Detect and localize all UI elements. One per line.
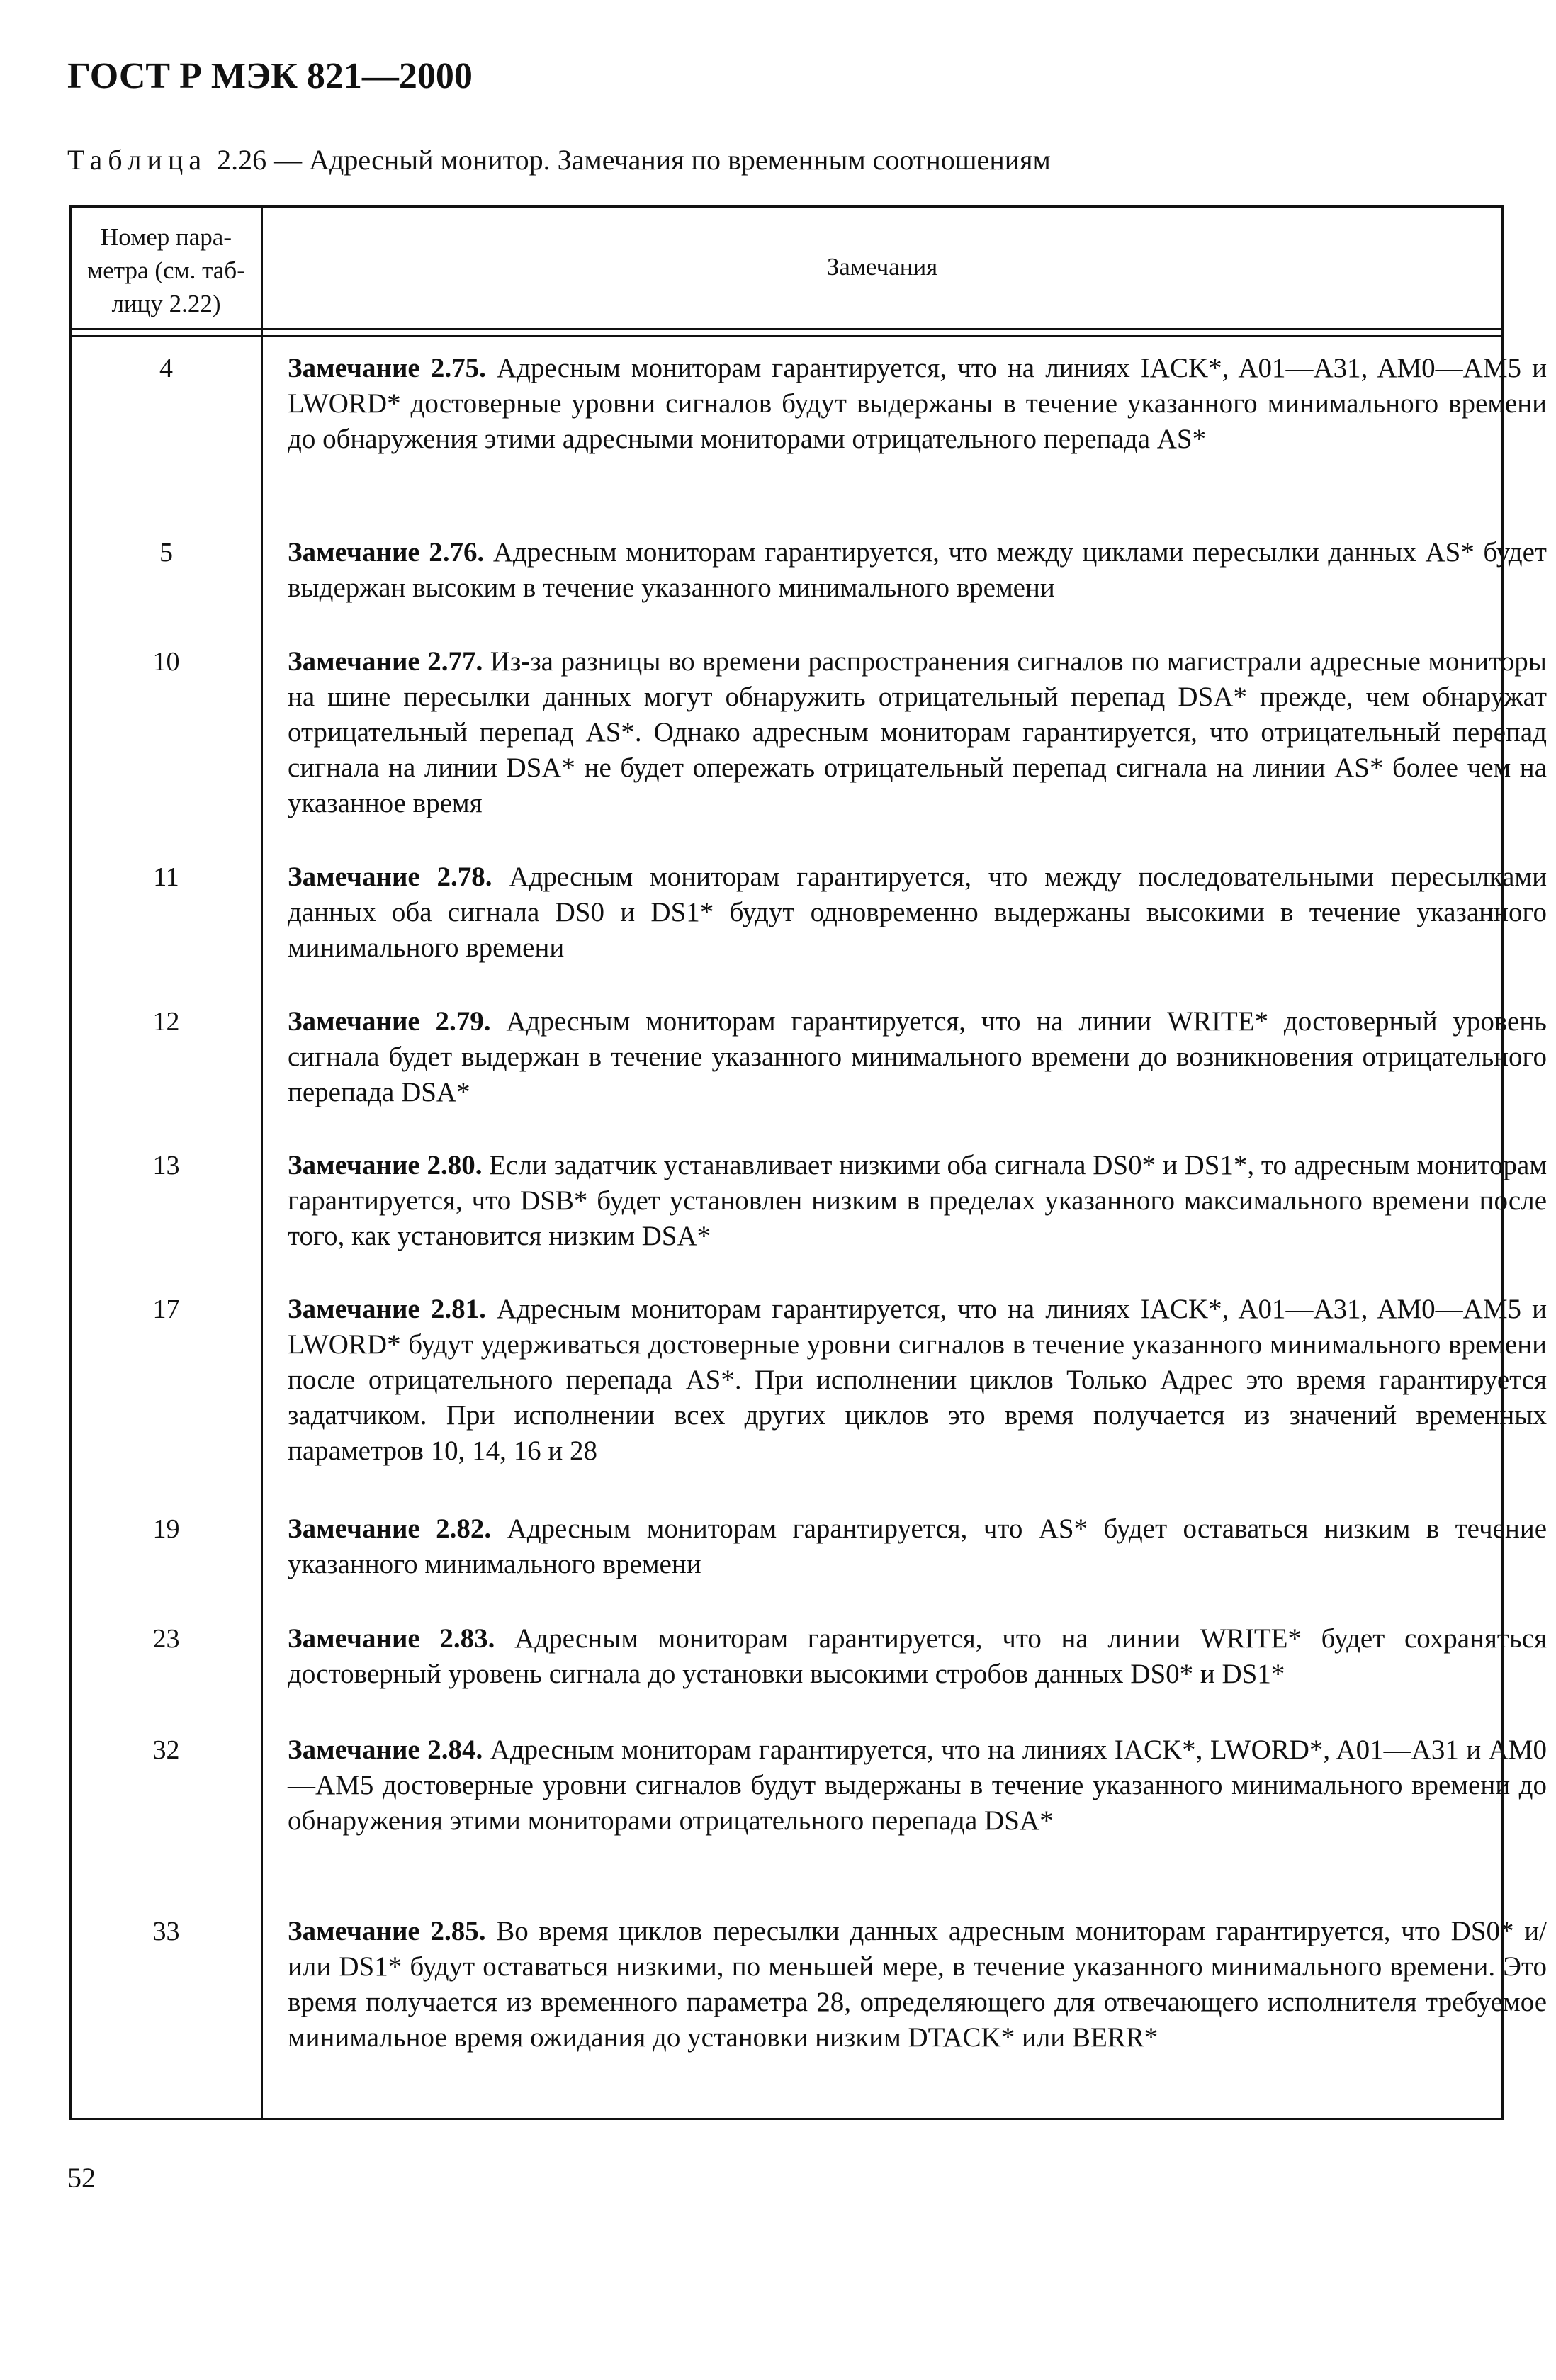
remark-title: Замечание 2.85.: [288, 1916, 486, 1946]
remark-body: Из-за разницы во времени распространения сигналов по магистрали адресные мониторы на шине пересылки данных могут обнаружить отрицательный перепад DSA* прежде, чем обнаружат отрицательный перепад AS*. Однако адресным мониторам гарантируется, что отрицательный перепад сигнала на линии DSA* не будет опережать отрицательный перепад сигнала на линии AS* более чем на указанное время: [288, 646, 1547, 818]
row-remark: [288, 1732, 1547, 1839]
row-number: 13: [152, 1151, 180, 1180]
table-caption-text: 2.26 — Адресный монитор. Замечания по временным соотношениям: [217, 144, 1051, 176]
column-header-remarks: Замечания: [826, 253, 938, 281]
remark-title: Замечание 2.81.: [288, 1294, 486, 1324]
row-remark: [288, 1621, 1547, 1692]
remark-body: Во время циклов пересылки данных адресным мониторам гарантируется, что DS0* и/или DS1* будут оставаться низкими, по меньшей мере, в течение указанного минимального времени. Это время получается из временного параметра 28, определяющего для отвечающего исполнителя требуемое минимальное время ожидания до установки низким DTACK* или BERR*: [288, 1916, 1547, 2053]
row-remark: [288, 1148, 1547, 1254]
column-header-number-line1: Номер пара-: [101, 223, 232, 251]
table-caption-label: Таблица: [67, 144, 208, 176]
remark-title: Замечание 2.84.: [288, 1735, 483, 1765]
row-remark: [288, 351, 1547, 457]
column-header-number: [72, 220, 261, 320]
remark-body: Адресным мониторам гарантируется, что на линиях IACK*, LWORD*, A01—A31 и AM0—AM5 достоверные уровни сигналов будут выдержаны в течение указанного минимального времени до обнаружения этими мониторами отрицательного перепада DSA*: [288, 1735, 1547, 1836]
row-number: 4: [159, 354, 173, 383]
row-remark: [288, 535, 1547, 606]
row-number: 11: [153, 862, 179, 892]
row-number: 5: [159, 538, 173, 568]
row-number: 10: [152, 647, 180, 677]
column-header-number-line3: лицу 2.22): [111, 290, 221, 317]
row-number: 23: [152, 1624, 180, 1654]
row-remark: [288, 1511, 1547, 1582]
remark-body: Адресным мониторам гарантируется, что на линии WRITE* достоверный уровень сигнала будет выдержан в течение указанного минимального времени до возникновения отрицательного перепада DSA*: [288, 1006, 1547, 1107]
remark-title: Замечание 2.76.: [288, 537, 485, 568]
remark-title: Замечание 2.79.: [288, 1006, 491, 1037]
remark-body: Адресным мониторам гарантируется, что на линии WRITE* будет сохраняться достоверный уровень сигнала до установки высокими стробов данных DS0* и DS1*: [288, 1623, 1547, 1689]
remark-title: Замечание 2.82.: [288, 1513, 492, 1544]
row-remark: [288, 859, 1547, 966]
remark-body: Адресным мониторам гарантируется, что между циклами пересылки данных AS* будет выдержан высоким в течение указанного минимального времени: [288, 537, 1547, 603]
page-number: 52: [67, 2162, 96, 2194]
remark-title: Замечание 2.78.: [288, 862, 492, 892]
row-remark: [288, 1292, 1547, 1469]
column-divider: [261, 208, 263, 2118]
document-header: ГОСТ Р МЭК 821—2000: [67, 56, 473, 96]
remark-title: Замечание 2.75.: [288, 353, 486, 383]
row-remark: [288, 644, 1547, 821]
column-header-number-line2: метра (см. таб-: [87, 256, 245, 284]
remark-body: Адресным мониторам гарантируется, что AS* будет оставаться низким в течение указанного минимального времени: [288, 1513, 1547, 1579]
remark-body: Адресным мониторам гарантируется, что на линиях IACK*, A01—A31, AM0—AM5 и LWORD* будут удерживаться достоверные уровни сигналов в течение указанного минимального времени после отрицательного перепада AS*. При исполнении циклов Только Адрес это время гарантируется задатчиком. При исполнении всех других циклов это время получается из значений временных параметров 10, 14, 16 и 28: [288, 1294, 1547, 1466]
remark-title: Замечание 2.77.: [288, 646, 483, 677]
header-divider-top: [72, 328, 1501, 330]
remark-title: Замечание 2.80.: [288, 1150, 483, 1180]
row-number: 12: [152, 1007, 180, 1037]
row-number: 17: [152, 1295, 180, 1324]
remark-title: Замечание 2.83.: [288, 1623, 495, 1654]
row-remark: [288, 1004, 1547, 1110]
table-caption: [67, 143, 1051, 176]
remark-body: Если задатчик устанавливает низкими оба сигнала DS0* и DS1*, то адресным мониторам гарантируется, что DSB* будет установлен низким в пределах указанного максимального времени после того, как установится низким DSA*: [288, 1150, 1547, 1251]
header-divider-bottom: [72, 335, 1501, 337]
row-number: 33: [152, 1917, 180, 1946]
row-remark: [288, 1914, 1547, 2055]
remark-body: Адресным мониторам гарантируется, что между последовательными пересылками данных оба сигнала DS0 и DS1* будут одновременно выдержаны высокими в течение указанного минимального времени: [288, 862, 1547, 963]
remarks-table: [69, 205, 1547, 2120]
remark-body: Адресным мониторам гарантируется, что на линиях IACK*, A01—A31, AM0—AM5 и LWORD* достоверные уровни сигналов будут выдержаны в течение указанного минимального времени до обнаружения этими адресными мониторами отрицательного перепада AS*: [288, 353, 1547, 454]
row-number: 19: [152, 1514, 180, 1544]
row-number: 32: [152, 1735, 180, 1765]
